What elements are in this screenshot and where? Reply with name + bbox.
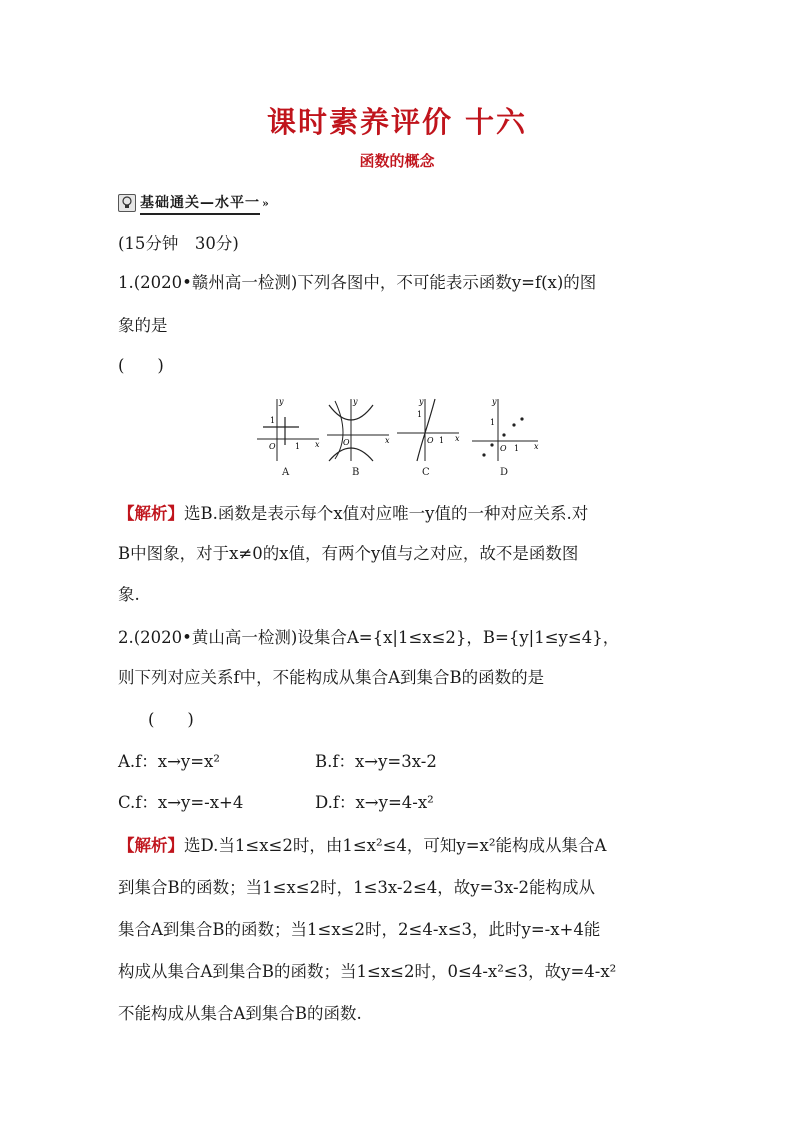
figure-a-label: A (282, 467, 290, 478)
q2-option-d: D.f：x→y=4-x² (315, 793, 434, 812)
q1-analysis-line2: B中图象，对于x≠0的x值，有两个y值与之对应，故不是函数图 (118, 544, 579, 563)
figure-a-graph (255, 395, 321, 463)
svg-text:O: O (343, 438, 350, 447)
figure-d-graph (470, 395, 542, 463)
q2-analysis-line2: 到集合B的函数；当1≤x≤2时，1≤3x-2≤4，故y=3x-2能构成从 (118, 878, 596, 897)
figure-c-graph (395, 395, 461, 463)
analysis-tag: 【解析】 (118, 504, 184, 523)
tick-one-label: 1 (295, 442, 301, 451)
q2-option-b: B.f：x→y=3x-2 (315, 752, 437, 771)
axis-x-label: x (315, 440, 320, 449)
q1-text-line2: 象的是 (118, 316, 168, 335)
svg-text:y: y (353, 397, 358, 406)
section-header (118, 193, 269, 213)
axis-y-label: y (279, 397, 284, 406)
q1-figures (250, 395, 550, 485)
figure-d-label: D (500, 467, 509, 478)
svg-text:1: 1 (439, 436, 445, 445)
figure-b-label: B (352, 467, 360, 478)
q2-option-a: A.f：x→y=x² (118, 752, 220, 771)
analysis-tag: 【解析】 (118, 836, 184, 855)
svg-text:O: O (500, 444, 507, 453)
q2-answer-paren: ( ) (148, 710, 194, 729)
q2-analysis-line4: 构成从集合A到集合B的函数；当1≤x≤2时，0≤4-x²≤3，故y=4-x² (118, 962, 617, 981)
double-chevron-icon: » (262, 196, 269, 210)
page-subtitle: 函数的概念 (359, 152, 435, 170)
svg-text:y: y (419, 397, 424, 406)
svg-text:x: x (455, 434, 460, 443)
q2-analysis-line5: 不能构成从集合A到集合B的函数. (118, 1004, 362, 1023)
svg-text:x: x (385, 436, 390, 445)
q2-text-line2: 则下列对应关系f中，不能构成从集合A到集合B的函数的是 (118, 668, 545, 687)
svg-text:x: x (534, 442, 539, 451)
q1-analysis-line3: 象. (118, 585, 140, 604)
q2-analysis-line3: 集合A到集合B的函数；当1≤x≤2时，2≤4-x≤3，此时y=-x+4能 (118, 920, 601, 939)
section-label: 基础通关—水平一 (140, 192, 260, 215)
figure-c-label: C (422, 467, 430, 478)
figure-b-graph (325, 395, 391, 463)
q1-answer-paren: ( ) (118, 356, 164, 375)
page-title: 课时素养评价 十六 (266, 105, 528, 139)
svg-text:1: 1 (417, 410, 423, 419)
tick-one-label: 1 (270, 416, 276, 425)
time-score: (15分钟 30分) (118, 234, 239, 253)
svg-text:O: O (427, 436, 434, 445)
origin-label: O (269, 442, 276, 451)
svg-text:y: y (492, 397, 497, 406)
svg-text:1: 1 (514, 444, 520, 453)
q1-text-line1: 1.(2020•赣州高一检测)下列各图中，不可能表示函数y=f(x)的图 (118, 273, 597, 292)
q2-analysis-line1: 【解析】选D.当1≤x≤2时，由1≤x²≤4，可知y=x²能构成从集合A (118, 836, 607, 855)
svg-text:1: 1 (490, 418, 496, 427)
lightbulb-icon (118, 194, 136, 212)
q1-analysis-line1: 【解析】选B.函数是表示每个x值对应唯一y值的一种对应关系.对 (118, 504, 589, 523)
q2-text-line1: 2.(2020•黄山高一检测)设集合A={x|1≤x≤2}，B={y|1≤y≤4}， (118, 628, 620, 647)
q2-option-c: C.f：x→y=-x+4 (118, 793, 244, 812)
